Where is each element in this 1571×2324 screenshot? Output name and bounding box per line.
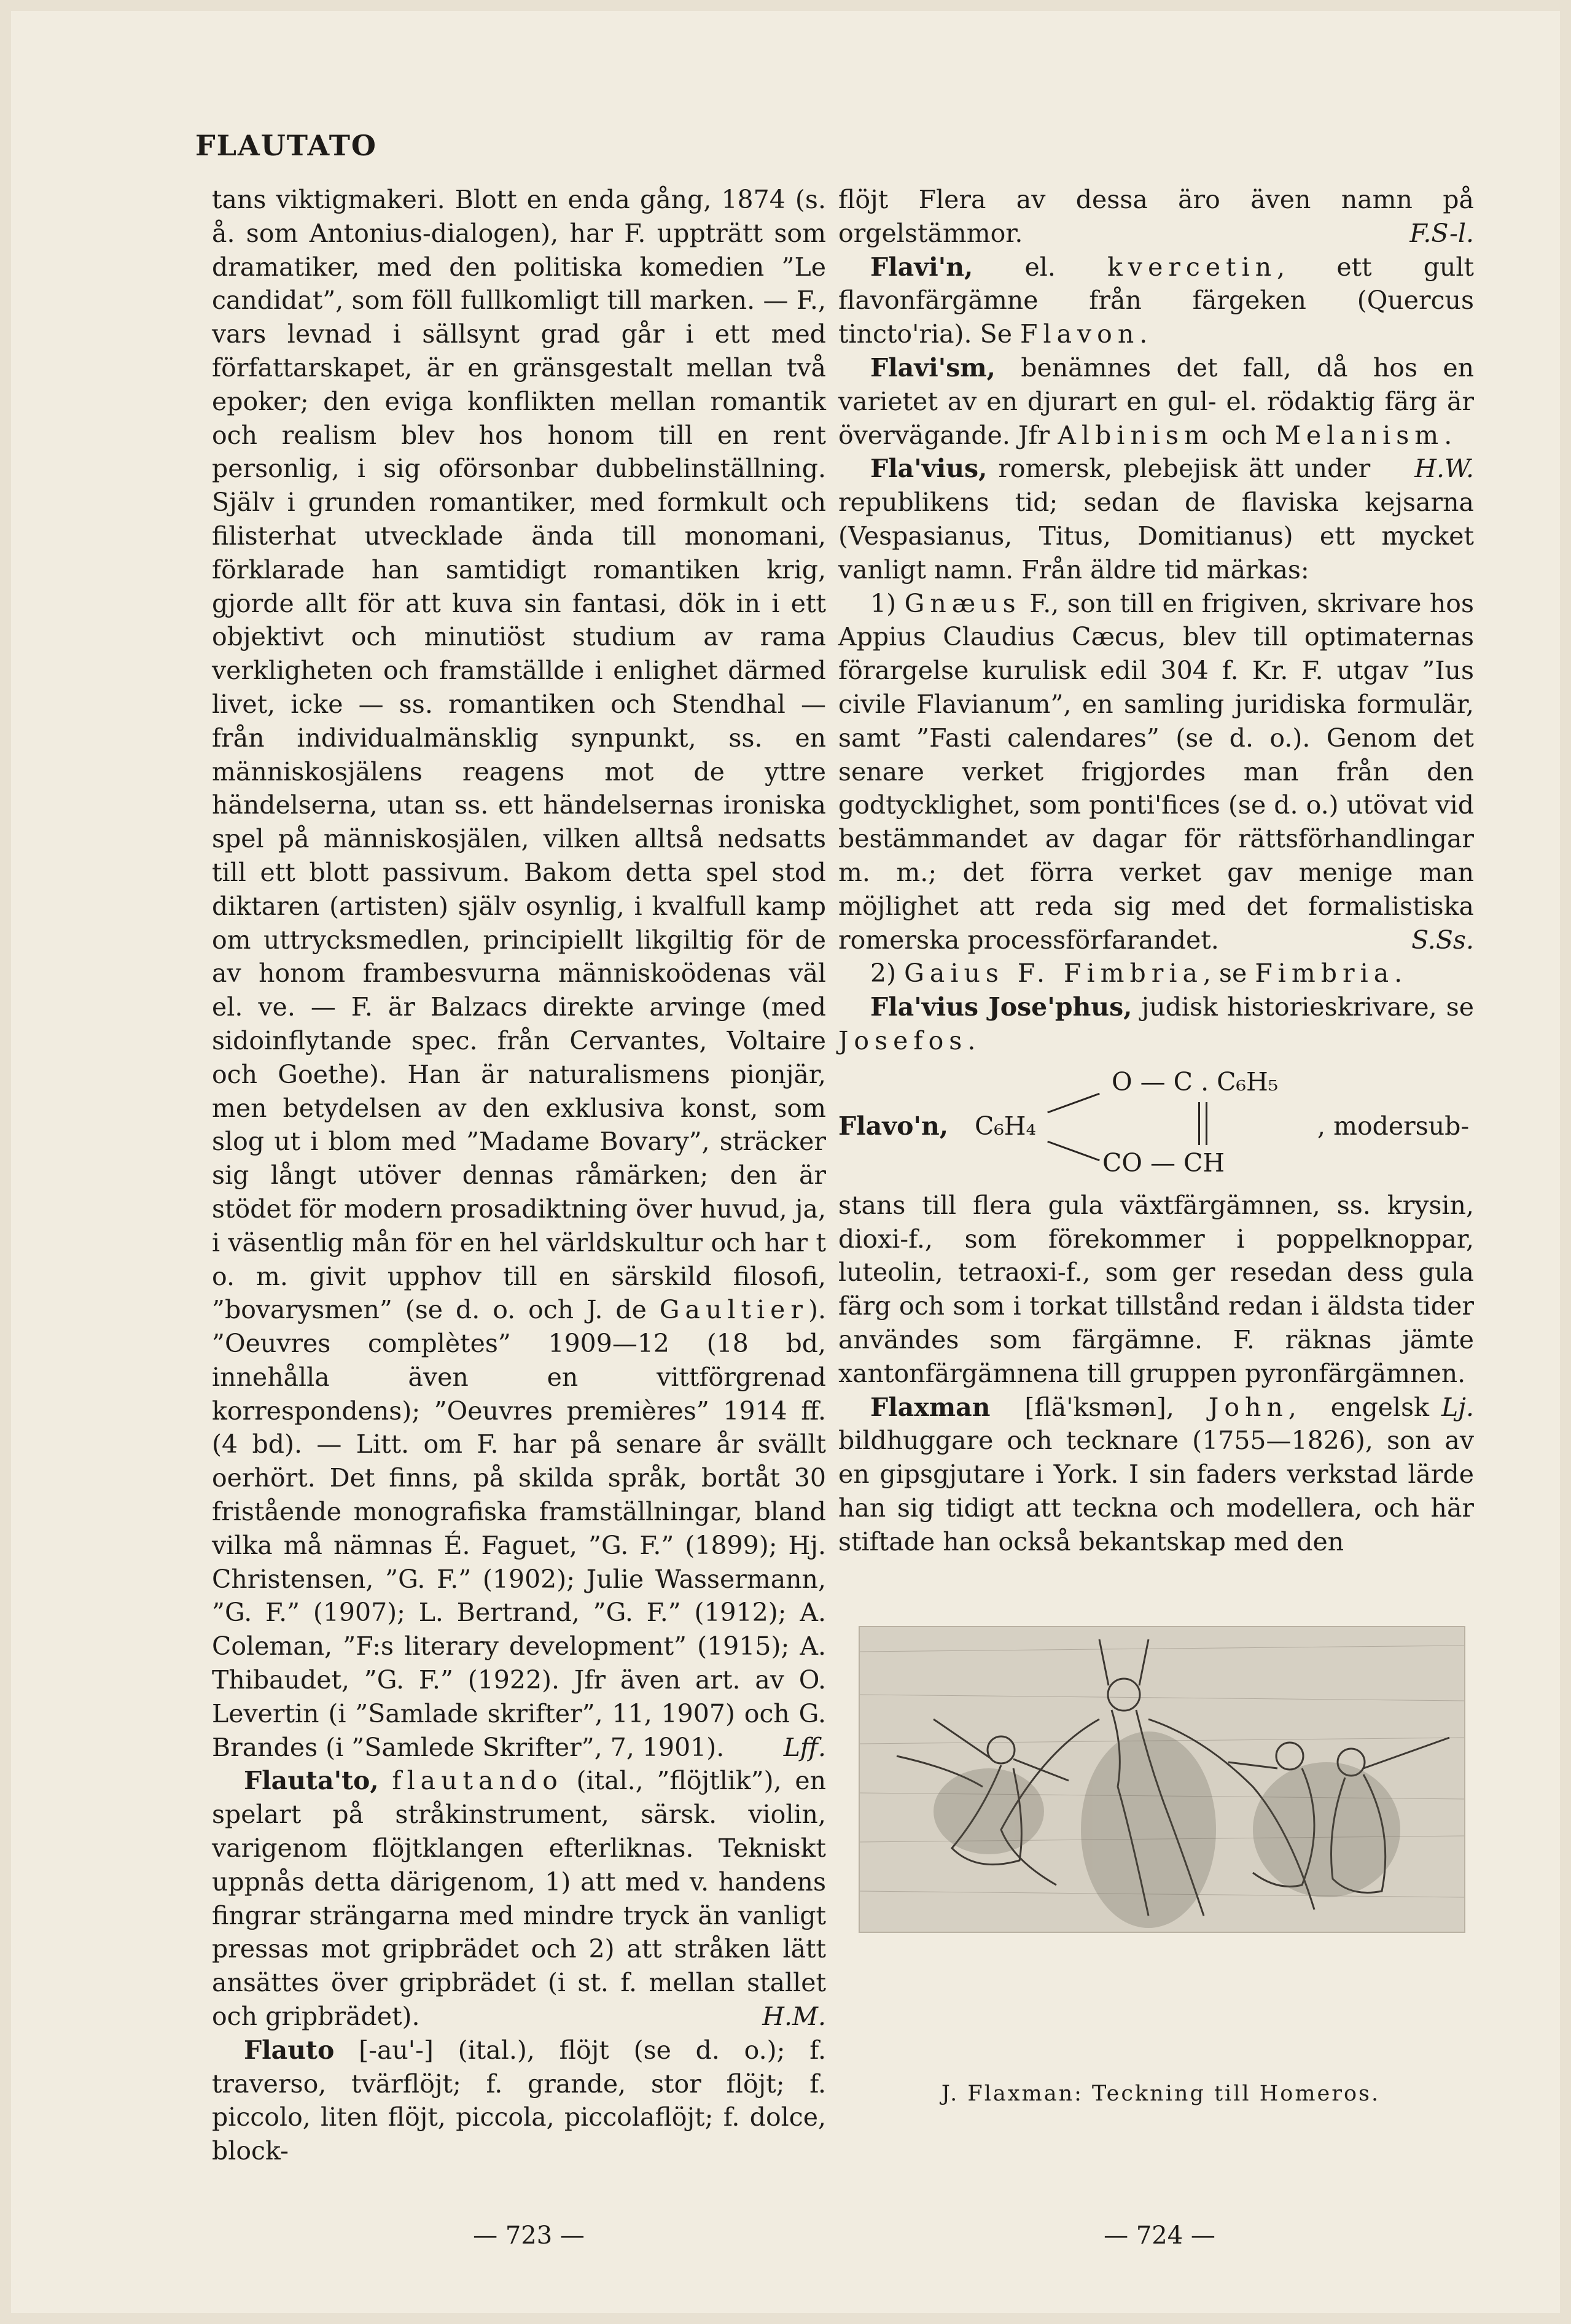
entry-gaius [838,957,1474,990]
formula-bottom: CO — CH [1102,1148,1225,1178]
running-head: FLAUTATO [195,129,377,162]
bond-line [1047,1092,1100,1113]
page-number-right: — 724 — [1104,2221,1215,2250]
spaced-term: Josefos [838,1025,968,1055]
entry-flavius [838,452,1474,586]
entry-text: (ital., ”flöjtlik”), en spelart på stråkinstrument, särsk. violin, varigenom flöjtklangen efterliknas. Tekniskt uppnås detta därigenom, 1) att med v. handens fingrar strängarna med mindre tryck än vanligt pressas mot gripbrädet och 2) att stråken lätt ansättes över gripbrädet (i st. f. mellan stallet och gripbrädet). [212,1766,826,2032]
entry-text: och [1221,420,1267,450]
flaubert-continuation [212,183,826,1764]
signature: H.W. [1414,454,1474,484]
formula-ring: C₆H₄ [975,1111,1036,1141]
right-column [838,183,1474,1558]
signature: F.S-l. [1409,218,1474,248]
entry-text: , se [1203,958,1247,989]
entry-text: . [1139,319,1148,349]
spaced-term: Albinism [1058,420,1214,450]
bond-line [1198,1102,1200,1145]
page-number-left: — 723 — [473,2221,585,2250]
figure-caption: J. Flaxman: Teckning till Homeros. [941,2081,1381,2106]
flaubert-text-end: ). ”Oeuvres complètes” 1909—12 (18 bd, innehålla även en vittförgrenad korrespondens); ”Oeuvres premières” 1914 ff. (4 bd). — Litt. om F. har på senare år svällt oerhört. Det finns, på skilda språk, bortåt 30 fristående monografiska framställningar, bland vilka må nämnas É. Faguet, ”G. F.” (1899); Hj. Christensen, ”G. F.” (1902); Julie Wassermann, ”G. F.” (1907); L. Bertrand, ”G. F.” (1912); A. Coleman, ”F:s literary development” (1915); A. Thibaudet, ”G. F.” (1922). Jfr även art. av O. Levertin (i ”Samlade skrifter”, 11, 1907) och G. Brandes (i ”Samlede Skrifter”, 7, 1901). [212,1295,826,1762]
entry-text: stans till flera gula växtfärgämnen, ss. krysin, dioxi-f., som förekommer i poppelknoppar, luteolin, tetraoxi-f., som ger resedan dess gula färg och som i torkat tillstånd redan i äldsta tider användes som färgämne. F. räknas jämte xantonfärgämnena till gruppen pyronfärgämnen. [838,1190,1474,1388]
headword: Flavi'n, [870,252,973,282]
entry-text: [-au'-] (ital.), flöjt (se d. o.); f. traverso, tvärflöjt; f. grande, stor flöjt; f. piccolo, liten flöjt, piccola, piccolaflöjt; f. dolce, block- [212,2035,826,2166]
spaced-term: Flavon [1020,319,1140,349]
spaced-term: flautando [392,1766,563,1796]
formula-suffix: , modersub- [1317,1111,1470,1141]
gaultier-spaced: Gaultier [659,1295,808,1325]
entry-flautato [212,1764,826,2033]
list-number: 2) [870,958,897,989]
spaced-term: John [1208,1392,1288,1422]
spaced-term: Gaius F. Fimbria [904,958,1203,989]
pronunciation: [flä'ksmən], [1024,1392,1174,1422]
entry-text: benämnes det fall, då hos en varietet av en djurart en gul- el. rödaktig färg är övervägande. Jfr [838,352,1474,450]
entry-text: flöjt Flera av dessa äro även namn på orgelstämmor. [838,185,1474,248]
headword: Fla'vius, [870,454,988,484]
flaxman-drawing [859,1626,1465,1933]
bond-line [1206,1102,1207,1145]
spaced-term: kvercetin [1107,252,1277,282]
flaubert-text: tans viktigmakeri. Blott en enda gång, 1874 (s. å. som Antonius-dialogen), har F. uppträtt som dramatiker, med den politiska komedien ”Le candidat”, som föll fullkomligt till marken. — F., vars levnad i sällsynt grad går i ett med författarskapet, är en gränsgestalt mellan två epoker; den eviga konflikten mellan romantik och realism blev hos honom till en rent personlig, i sig oförsonbar dubbelinställning. Själv i grunden romantiker, med formkult och filisterhat utvecklade ända till monomani, förklarade han samtidigt romantiken krig, gjorde allt för att kuva sin fantasi, dök in i ett objektivt och minutiöst studium av rama verkligheten och framställde i enlighet därmed livet, icke — ss. romantiken och Stendhal — från individualmänsklig synpunkt, ss. en människosjälens reagens mot de yttre händelserna, utan ss. ett händelsernas ironiska spel på människosjälen, vilken alltså nedsatts till ett blott passivum. Bakom detta spel stod diktaren (artisten) själv osynlig, i kvalfull kamp om uttrycksmedlen, principiellt likgiltig för de av honom frambesvurna människoödenas väl el. ve. — F. är Balzacs direkte arvinge (med sidoinflytande spec. från Cervantes, Voltaire och Goethe). Han är naturalismens pionjär, men betydelsen av den exklusiva konst, som slog ut i blom med ”Madame Bovary”, sträcker sig långt utöver dennas råmärken; den är stödet för modern prosadiktning över huvud, ja, i väsentlig mån för en hel världskultur och har t o. m. givit upphov till en särskild filosofi, ”bovarysmen” (se d. o. och J. de [212,185,826,1325]
entry-josephus [838,990,1474,1058]
headword: Flauta'to, [244,1766,379,1796]
headword: Flauto [244,2035,335,2065]
flauto-continuation [838,183,1474,251]
list-number: 1) [870,588,897,618]
entry-flauto [212,2034,826,2168]
drawing-illustration [860,1627,1464,1932]
entry-gnaeus [838,587,1474,957]
signature: H.M. [762,2002,826,2032]
signature: S.Ss. [1411,925,1474,955]
spaced-term: Gnæus [904,588,1021,618]
entry-flaxman [838,1391,1474,1559]
entry-text: . [1444,420,1452,450]
left-column [212,183,826,2168]
signature: Lj. [1441,1392,1474,1422]
flavon-formula [838,1060,1474,1186]
bond-line [1047,1140,1100,1161]
entry-text: . [967,1025,976,1055]
headword: Flavi'sm, [870,352,996,383]
entry-text: , engelsk bildhuggare och tecknare (1755—1826), son av en gipsgjutare i York. I sin faders verkstad lärde han sig tidigt att teckna och modellera, och här stiftade han också bekantskap med den [838,1392,1474,1556]
entry-text: , ett gult flavonfärgämne från färgeken (Quercus tincto'ria). Se [838,252,1474,349]
headword: Fla'vius Jose'phus, [870,992,1132,1022]
entry-flavin [838,251,1474,351]
headword: Flavo'n, [838,1111,949,1141]
entry-text: F., son till en frigiven, skrivare hos Appius Claudius Cæcus, blev till optimaternas förargelse kurulisk edil 304 f. Kr. F. utgav ”Ius civile Flavianum”, en samling juridiska formulär, samt ”Fasti calendares” (se d. o.). Genom det senare verket frigjordes man från den godtycklighet, som ponti'fices (se d. o.) utövat vid bestämmandet av dagar för rättsförhandlingar m. m.; det förra verket gav menige man möjlighet att reda sig med det formalistiska romerska processförfarandet. [838,588,1474,955]
entry-text: . [1394,958,1403,989]
entry-text: judisk historieskrivare, se [1141,992,1474,1022]
entry-text: romersk, plebejisk ätt under republikens tid; sedan de flaviska kejsarna (Vespasianus, Titus, Domitianus) ett mycket vanligt namn. Från äldre tid märkas: [838,454,1474,585]
entry-text: el. [1024,252,1056,282]
formula-top: O — C . C₆H₅ [1112,1067,1279,1097]
headword: Flaxman [870,1392,991,1422]
signature: Lff. [783,1732,826,1762]
spaced-term: Melanism [1274,420,1444,450]
spaced-term: Fimbria [1255,958,1395,989]
